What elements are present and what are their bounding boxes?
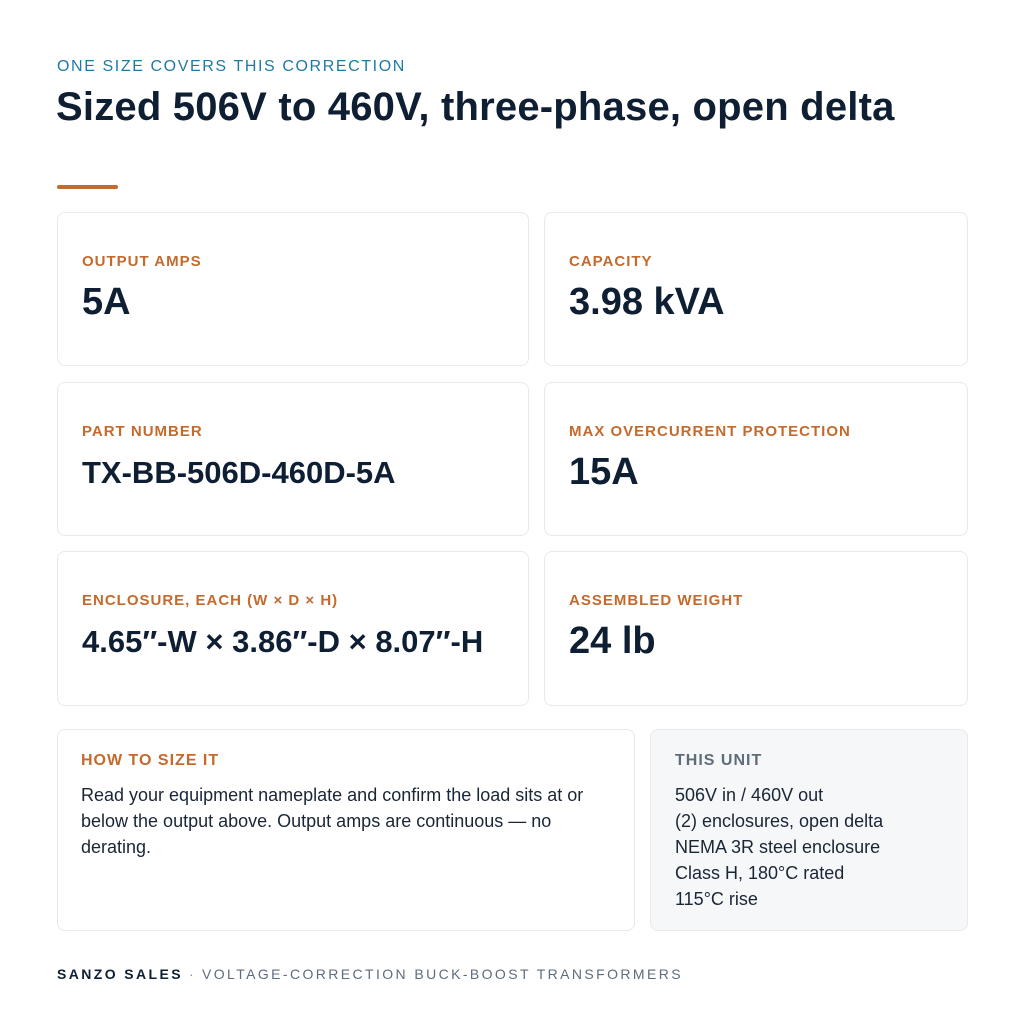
spec-label: PART NUMBER [82, 423, 203, 440]
spec-card-part-number [57, 382, 529, 536]
eyebrow-text: ONE SIZE COVERS THIS CORRECTION [57, 58, 406, 75]
spec-value: TX-BB-506D-460D-5A [82, 455, 396, 490]
how-to-size-label: HOW TO SIZE IT [81, 752, 220, 769]
list-item: Class H, 180°C rated [675, 863, 845, 883]
spec-label: MAX OVERCURRENT PROTECTION [569, 423, 851, 440]
how-to-size-panel [57, 729, 635, 931]
spec-card-enclosure [57, 551, 529, 706]
list-item: NEMA 3R steel enclosure [675, 837, 881, 857]
spec-label: ENCLOSURE, EACH (W × D × H) [82, 592, 339, 609]
list-item: 115°C rise [675, 889, 758, 909]
how-to-size-body: Read your equipment nameplate and confirm the load sits at or below the output above. Output amps are continuous — no derating. [81, 785, 584, 857]
list-item: (2) enclosures, open delta [675, 811, 884, 831]
spec-label: OUTPUT AMPS [82, 253, 202, 270]
spec-value: 24 lb [569, 620, 656, 662]
this-unit-panel [650, 729, 968, 931]
spec-value: 15A [569, 451, 639, 493]
spec-label: ASSEMBLED WEIGHT [569, 592, 744, 609]
spec-value: 5A [82, 281, 131, 323]
title-accent-bar [57, 185, 118, 189]
spec-value: 3.98 kVA [569, 281, 725, 323]
spec-card-weight [544, 551, 968, 706]
this-unit-list [675, 782, 883, 912]
spec-card-max-overcurrent [544, 382, 968, 536]
list-item: 506V in / 460V out [675, 785, 824, 805]
page-title: Sized 506V to 460V, three-phase, open delta [56, 85, 895, 129]
spec-card-capacity [544, 212, 968, 366]
spec-card-output-amps [57, 212, 529, 366]
footer-separator: · [188, 966, 197, 982]
spec-value: 4.65″-W × 3.86″-D × 8.07″-H [82, 624, 484, 659]
spec-label: CAPACITY [569, 253, 653, 270]
footer-tagline: VOLTAGE-CORRECTION BUCK-BOOST TRANSFORMERS [202, 966, 683, 982]
footer [57, 966, 683, 982]
this-unit-label: THIS UNIT [675, 752, 763, 769]
footer-brand: SANZO SALES [57, 966, 183, 982]
